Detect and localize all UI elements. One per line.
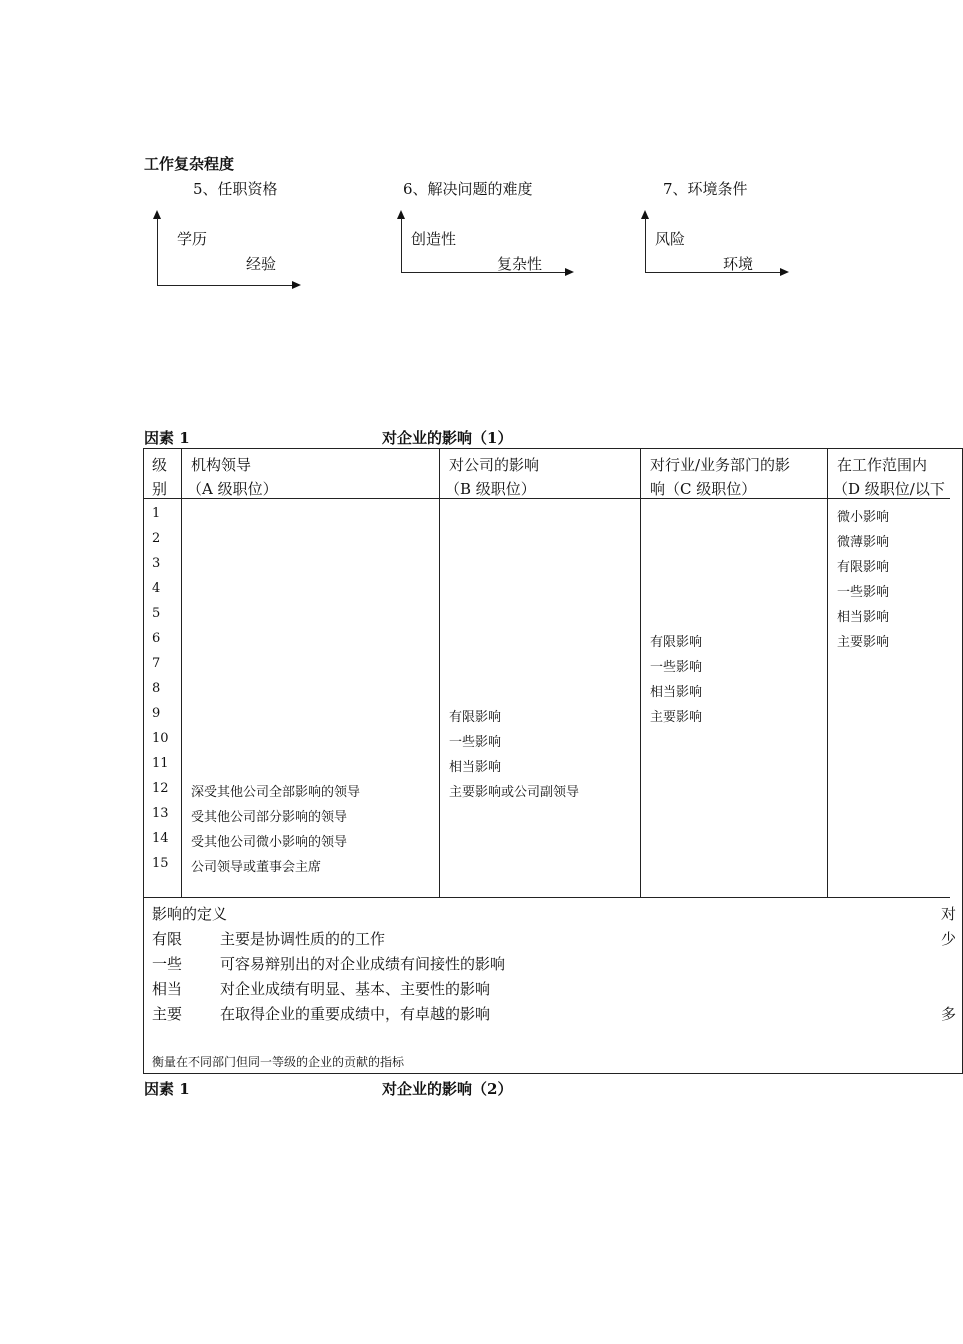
definitions-note: 衡量在不同部门但同一等级的企业的贡献的指标 [152, 1055, 405, 1069]
diagram-title: 7、环境条件 [663, 180, 748, 198]
x-axis [645, 272, 781, 273]
col-c-entry: 一些影响 [650, 660, 703, 675]
definition-term: 相当 [152, 980, 183, 998]
col-b-entry: 相当影响 [449, 760, 502, 775]
definition-text: 在取得企业的重要成绩中，有卓越的影响 [220, 1005, 491, 1023]
col-c-entry: 相当影响 [650, 685, 703, 700]
clipped-text: 对 [941, 905, 957, 923]
level-number: 3 [152, 556, 161, 571]
col-b-entry: 有限影响 [449, 710, 502, 725]
header-col-a-sub: （A 级职位） [187, 480, 278, 498]
col-d-entry: 微薄影响 [837, 535, 890, 550]
factor-title: 对企业的影响（1） [382, 429, 513, 447]
y-axis-label: 创造性 [411, 230, 457, 248]
col-b-entry: 主要影响或公司副领导 [449, 785, 580, 800]
header-col-d: 在工作范围内 [837, 456, 928, 474]
col-divider [640, 448, 641, 898]
factor-label-2: 因素 1 [144, 1080, 190, 1098]
col-d-entry: 微小影响 [837, 510, 890, 525]
col-d-entry: 有限影响 [837, 560, 890, 575]
y-axis-label: 学历 [177, 230, 208, 248]
level-number: 12 [152, 781, 169, 796]
y-axis-label: 风险 [655, 230, 686, 248]
col-b-entry: 一些影响 [449, 735, 502, 750]
header-col-a: 机构领导 [191, 456, 252, 474]
x-axis-label: 经验 [246, 255, 277, 273]
col-divider [439, 448, 440, 898]
factor-label: 因素 1 [144, 429, 190, 447]
header-col-c: 对行业/业务部门的影 [650, 456, 791, 474]
level-number: 5 [152, 606, 161, 621]
col-a-entry: 受其他公司微小影响的领导 [191, 835, 348, 850]
level-number: 6 [152, 631, 161, 646]
level-number: 8 [152, 681, 161, 696]
col-a-entry: 深受其他公司全部影响的领导 [191, 785, 361, 800]
level-number: 4 [152, 581, 161, 596]
diagram-title: 6、解决问题的难度 [403, 180, 533, 198]
definition-term: 主要 [152, 1005, 183, 1023]
definition-term: 有限 [152, 930, 183, 948]
header-col-b-sub: （B 级职位） [445, 480, 536, 498]
y-axis [157, 218, 158, 286]
clipped-text: 多 [941, 1005, 957, 1023]
level-number: 7 [152, 656, 161, 671]
col-divider [181, 448, 182, 898]
diagram-title: 5、任职资格 [193, 180, 278, 198]
definition-term: 一些 [152, 955, 183, 973]
level-number: 14 [152, 831, 169, 846]
col-c-entry: 有限影响 [650, 635, 703, 650]
header-level-1: 级 [152, 456, 168, 474]
level-number: 11 [152, 756, 169, 771]
col-d-entry: 一些影响 [837, 585, 890, 600]
x-axis-arrow-icon [780, 268, 789, 276]
x-axis-label: 复杂性 [497, 255, 543, 273]
x-axis [157, 285, 293, 286]
col-d-entry: 相当影响 [837, 610, 890, 625]
col-d-entry: 主要影响 [837, 635, 890, 650]
level-number: 2 [152, 531, 161, 546]
level-number: 1 [152, 506, 161, 521]
level-number: 15 [152, 856, 169, 871]
clipped-text: 少 [941, 930, 957, 948]
section-title: 工作复杂程度 [144, 155, 235, 173]
body-divider [143, 897, 950, 898]
x-axis-label: 环境 [723, 255, 754, 273]
definition-text: 可容易辩别出的对企业成绩有间接性的影响 [220, 955, 506, 973]
definition-text: 主要是协调性质的的工作 [220, 930, 386, 948]
level-number: 9 [152, 706, 161, 721]
x-axis-arrow-icon [292, 281, 301, 289]
col-a-entry: 受其他公司部分影响的领导 [191, 810, 348, 825]
col-c-entry: 主要影响 [650, 710, 703, 725]
header-col-d-sub: （D 级职位/以下 [833, 480, 945, 498]
level-number: 13 [152, 806, 169, 821]
level-number: 10 [152, 731, 169, 746]
header-col-c-sub: 响（C 级职位） [650, 480, 757, 498]
definition-text: 对企业成绩有明显、基本、主要性的影响 [220, 980, 491, 998]
y-axis [645, 218, 646, 273]
header-col-b: 对公司的影响 [449, 456, 540, 474]
col-a-entry: 公司领导或董事会主席 [191, 860, 322, 875]
definitions-title: 影响的定义 [152, 905, 228, 923]
header-level-2: 别 [152, 480, 168, 498]
y-axis [401, 218, 402, 273]
x-axis-arrow-icon [565, 268, 574, 276]
col-divider [827, 448, 828, 898]
factor-title-2: 对企业的影响（2） [382, 1080, 513, 1098]
